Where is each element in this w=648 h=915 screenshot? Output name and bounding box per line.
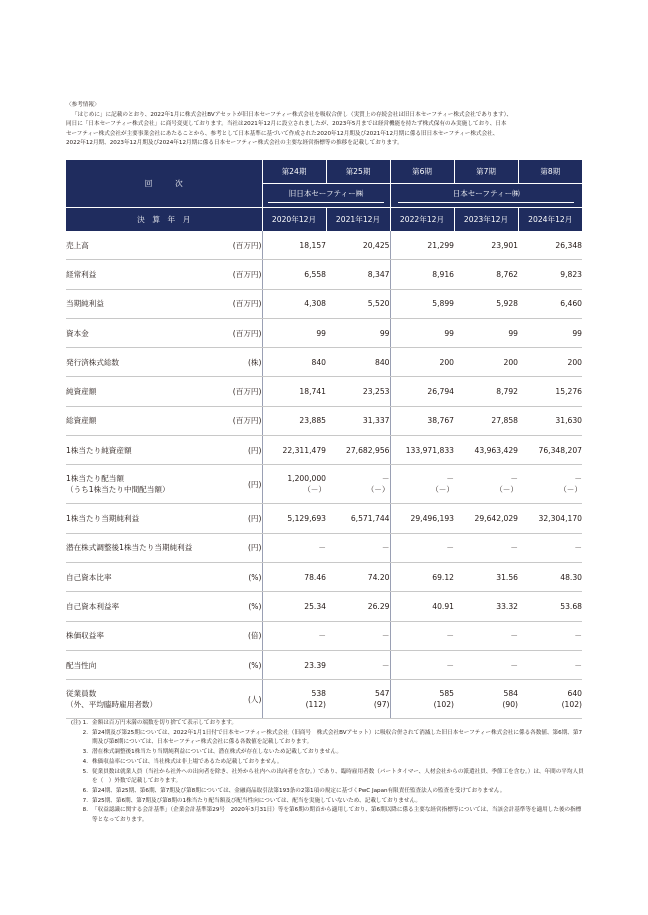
- financial-indicators-table: [66, 160, 582, 719]
- note-item: [66, 806, 586, 825]
- value-cell: 18,157: [262, 231, 326, 260]
- note-text: 従業員数は就業人員（当社から社外への出向者を除き、社外から社内への出向者を含む。）であり、臨時雇用者数（パートタイマー、人材会社からの派遣社員、季節工を含む。）は、年間の平均人員を（ ）外数で記載しております。: [92, 768, 584, 785]
- note-number: 3.: [82, 749, 88, 756]
- row-unit: (円): [226, 504, 262, 533]
- value-cell: 43,963,429: [454, 436, 518, 465]
- row-unit: (円): [226, 465, 262, 504]
- row-label: 従業員数 （外、平均臨時雇用者数）: [66, 680, 226, 719]
- note-number: 4.: [82, 758, 88, 765]
- row-label: 配当性向: [66, 650, 226, 679]
- intro-line: セーフティー株式会社が主要事業会社にあたることから、参考として日本基準に基づいて作成された2020年12月期及び2021年12月期に係る旧日本セーフティー株式会社、: [66, 130, 499, 137]
- value-cell: 133,971,833: [390, 436, 454, 465]
- value-cell: 8,916: [390, 260, 454, 289]
- value-cell: －: [454, 650, 518, 679]
- note-number: 8.: [82, 807, 88, 814]
- note-item: [66, 729, 586, 748]
- value-cell: 78.46: [262, 562, 326, 591]
- value-cell: 23,885: [262, 406, 326, 435]
- value-cell: －: [390, 533, 454, 562]
- table-row: [66, 533, 582, 562]
- value-cell: 27,682,956: [326, 436, 390, 465]
- value-cell: 27,858: [454, 406, 518, 435]
- row-unit: (円): [226, 533, 262, 562]
- value-cell: －: [326, 533, 390, 562]
- value-cell: 585 (102): [390, 680, 454, 719]
- row-label: 総資産額: [66, 406, 226, 435]
- value-cell: 6,558: [262, 260, 326, 289]
- value-cell: 8,792: [454, 377, 518, 406]
- note-item: [66, 758, 586, 768]
- value-cell: 18,741: [262, 377, 326, 406]
- value-cell: － （－）: [518, 465, 582, 504]
- value-cell: 4,308: [262, 289, 326, 318]
- row-label: 1株当たり純資産額: [66, 436, 226, 465]
- fiscal-date-header: 2024年12月: [518, 208, 582, 232]
- row-unit: (%): [226, 650, 262, 679]
- value-cell: 99: [326, 318, 390, 347]
- note-text: 第24期及び第25期については、2022年1月1日付で日本セーフティー株式会社（旧商号 株式会社BVアセット）に吸収合併されて消滅した旧日本セーフティー株式会社に係る各数値、第6期、第7期及び第8期については、日本セーフティー株式会社に係る各数値を記載しております。: [92, 729, 583, 746]
- row-unit: (倍): [226, 621, 262, 650]
- value-cell: 5,129,693: [262, 504, 326, 533]
- value-cell: 38,767: [390, 406, 454, 435]
- value-cell: 23,253: [326, 377, 390, 406]
- value-cell: 23,901: [454, 231, 518, 260]
- value-cell: 20,425: [326, 231, 390, 260]
- value-cell: 23.39: [262, 650, 326, 679]
- value-cell: 99: [262, 318, 326, 347]
- value-cell: 29,496,193: [390, 504, 454, 533]
- row-label: 自己資本比率: [66, 562, 226, 591]
- note-item: [66, 787, 586, 797]
- note-item: [66, 768, 586, 787]
- intro-section: [66, 101, 586, 149]
- value-cell: 8,347: [326, 260, 390, 289]
- value-cell: －: [262, 621, 326, 650]
- row-unit: (%): [226, 562, 262, 591]
- table-row: [66, 289, 582, 318]
- value-cell: 9,823: [518, 260, 582, 289]
- row-label: 純資産額: [66, 377, 226, 406]
- period-header: 第8期: [518, 160, 582, 184]
- value-cell: 5,928: [454, 289, 518, 318]
- row-unit: (百万円): [226, 318, 262, 347]
- note-number: 2.: [82, 729, 88, 736]
- value-cell: 5,899: [390, 289, 454, 318]
- table-header: [66, 160, 582, 231]
- row-unit: (百万円): [226, 377, 262, 406]
- value-cell: 26.29: [326, 592, 390, 621]
- value-cell: 6,571,744: [326, 504, 390, 533]
- fiscal-date-header: 2020年12月: [262, 208, 326, 232]
- value-cell: 53.68: [518, 592, 582, 621]
- value-cell: 15,276: [518, 377, 582, 406]
- value-cell: 74.20: [326, 562, 390, 591]
- value-cell: 99: [390, 318, 454, 347]
- value-cell: 584 (90): [454, 680, 518, 719]
- value-cell: －: [454, 533, 518, 562]
- value-cell: －: [518, 621, 582, 650]
- table-row: [66, 377, 582, 406]
- value-cell: 29,642,029: [454, 504, 518, 533]
- value-cell: 25.34: [262, 592, 326, 621]
- value-cell: 22,311,479: [262, 436, 326, 465]
- value-cell: 31,630: [518, 406, 582, 435]
- value-cell: －: [326, 621, 390, 650]
- row-label: 自己資本利益率: [66, 592, 226, 621]
- value-cell: －: [454, 621, 518, 650]
- row-unit: (円): [226, 436, 262, 465]
- value-cell: 26,348: [518, 231, 582, 260]
- value-cell: 547 (97): [326, 680, 390, 719]
- value-cell: 640 (102): [518, 680, 582, 719]
- value-cell: 200: [518, 348, 582, 377]
- table-row: [66, 621, 582, 650]
- note-number: 6.: [82, 787, 88, 794]
- period-header: 第7期: [454, 160, 518, 184]
- company-new-header: 日本セーフティー㈱: [390, 184, 582, 208]
- intro-heading: 〈参考情報〉: [66, 102, 100, 108]
- table-row: [66, 436, 582, 465]
- value-cell: －: [390, 650, 454, 679]
- row-label: 経常利益: [66, 260, 226, 289]
- value-cell: 26,794: [390, 377, 454, 406]
- row-label: 売上高: [66, 231, 226, 260]
- period-header: 第25期: [326, 160, 390, 184]
- value-cell: 99: [454, 318, 518, 347]
- value-cell: 840: [262, 348, 326, 377]
- table-row: [66, 650, 582, 679]
- value-cell: 840: [326, 348, 390, 377]
- intro-line: 2022年12月期、2023年12月期及び2024年12月期に係る日本セーフティー株式会社の主要な経営指標等の推移を記載しております。: [66, 140, 403, 147]
- table-row: [66, 592, 582, 621]
- note-text: 金額は百万円未満の端数を切り捨てて表示しております。: [92, 720, 237, 726]
- row-label: 1株当たり当期純利益: [66, 504, 226, 533]
- period-header-label: 回 次: [66, 160, 262, 208]
- value-cell: 40.91: [390, 592, 454, 621]
- note-item: [66, 748, 586, 758]
- table-row: [66, 562, 582, 591]
- company-old-header: 旧日本セーフティー㈱: [262, 184, 390, 208]
- note-text: 「収益認識に関する会計基準」（企業会計基準第29号 2020年3月31日）等を第6期の期首から適用しており、第6期以降に係る主要な経営指標等については、当該会計基準等を適用した後の指標等となっております。: [92, 807, 582, 824]
- note-item: [66, 719, 586, 729]
- value-cell: － （－）: [390, 465, 454, 504]
- table-row: [66, 231, 582, 260]
- row-label: 資本金: [66, 318, 226, 347]
- note-number: 7.: [82, 797, 88, 804]
- row-label: 潜在株式調整後1株当たり当期純利益: [66, 533, 226, 562]
- table-row: [66, 260, 582, 289]
- row-unit: (百万円): [226, 260, 262, 289]
- value-cell: 33.32: [454, 592, 518, 621]
- note-text: 株価収益率については、当社株式は非上場であるため記載しておりません。: [92, 758, 283, 765]
- row-unit: (株): [226, 348, 262, 377]
- fiscal-month-header-label: 決 算 年 月: [66, 208, 262, 232]
- value-cell: 69.12: [390, 562, 454, 591]
- value-cell: 48.30: [518, 562, 582, 591]
- note-number: (注) 1.: [70, 720, 88, 726]
- value-cell: 5,520: [326, 289, 390, 318]
- row-unit: (百万円): [226, 406, 262, 435]
- value-cell: －: [262, 533, 326, 562]
- value-cell: 6,460: [518, 289, 582, 318]
- row-label: 発行済株式総数: [66, 348, 226, 377]
- value-cell: 76,348,207: [518, 436, 582, 465]
- value-cell: 8,762: [454, 260, 518, 289]
- value-cell: 31,337: [326, 406, 390, 435]
- value-cell: －: [518, 533, 582, 562]
- value-cell: 31.56: [454, 562, 518, 591]
- period-header: 第24期: [262, 160, 326, 184]
- value-cell: 200: [454, 348, 518, 377]
- value-cell: －: [326, 650, 390, 679]
- value-cell: － （－）: [326, 465, 390, 504]
- note-number: 5.: [82, 768, 88, 775]
- intro-line: 同日に「日本セーフティー株式会社」に商号変更しております。当社は2021年12月に設立されましたが、2023年5月までは経営機能を持たず株式保有のみ実施しており、日本: [66, 121, 507, 128]
- value-cell: 32,304,170: [518, 504, 582, 533]
- row-unit: (人): [226, 680, 262, 719]
- row-unit: (百万円): [226, 289, 262, 318]
- table-row: [66, 680, 582, 719]
- value-cell: 538 (112): [262, 680, 326, 719]
- note-text: 第25期、第6期、第7期及び第8期の1株当たり配当額及び配当性向については、配当を実施していないため、記載しておりません。: [92, 797, 422, 804]
- row-label: 株価収益率: [66, 621, 226, 650]
- value-cell: 200: [390, 348, 454, 377]
- row-unit: (%): [226, 592, 262, 621]
- fiscal-date-header: 2021年12月: [326, 208, 390, 232]
- row-unit: (百万円): [226, 231, 262, 260]
- value-cell: 21,299: [390, 231, 454, 260]
- table-row: [66, 504, 582, 533]
- value-cell: － （－）: [454, 465, 518, 504]
- row-label: 当期純利益: [66, 289, 226, 318]
- table-row: [66, 406, 582, 435]
- value-cell: －: [518, 650, 582, 679]
- table-body: [66, 231, 582, 719]
- note-text: 潜在株式調整後1株当たり当期純利益については、潜在株式が存在しないため記載しておりません。: [92, 749, 342, 756]
- table-row: [66, 348, 582, 377]
- note-text: 第24期、第25期、第6期、第7期及び第8期については、金融商品取引法第193条の2第1項の規定に基づくPwC Japan有限責任監査法人の監査を受けておりません。: [92, 787, 506, 794]
- value-cell: 1,200,000 （－）: [262, 465, 326, 504]
- period-header: 第6期: [390, 160, 454, 184]
- notes-section: [66, 719, 586, 826]
- note-item: [66, 797, 586, 807]
- value-cell: －: [390, 621, 454, 650]
- intro-line: 「はじめに」に記載のとおり、2022年1月に株式会社BVアセットが旧日本セーフティー株式会社を吸収合併し（実質上の存続会社は旧日本セーフティー株式会社であります）、: [72, 111, 513, 118]
- table-row: [66, 465, 582, 504]
- table-row: [66, 318, 582, 347]
- fiscal-date-header: 2022年12月: [390, 208, 454, 232]
- value-cell: 99: [518, 318, 582, 347]
- fiscal-date-header: 2023年12月: [454, 208, 518, 232]
- row-label: 1株当たり配当額 （うち1株当たり中間配当額）: [66, 465, 226, 504]
